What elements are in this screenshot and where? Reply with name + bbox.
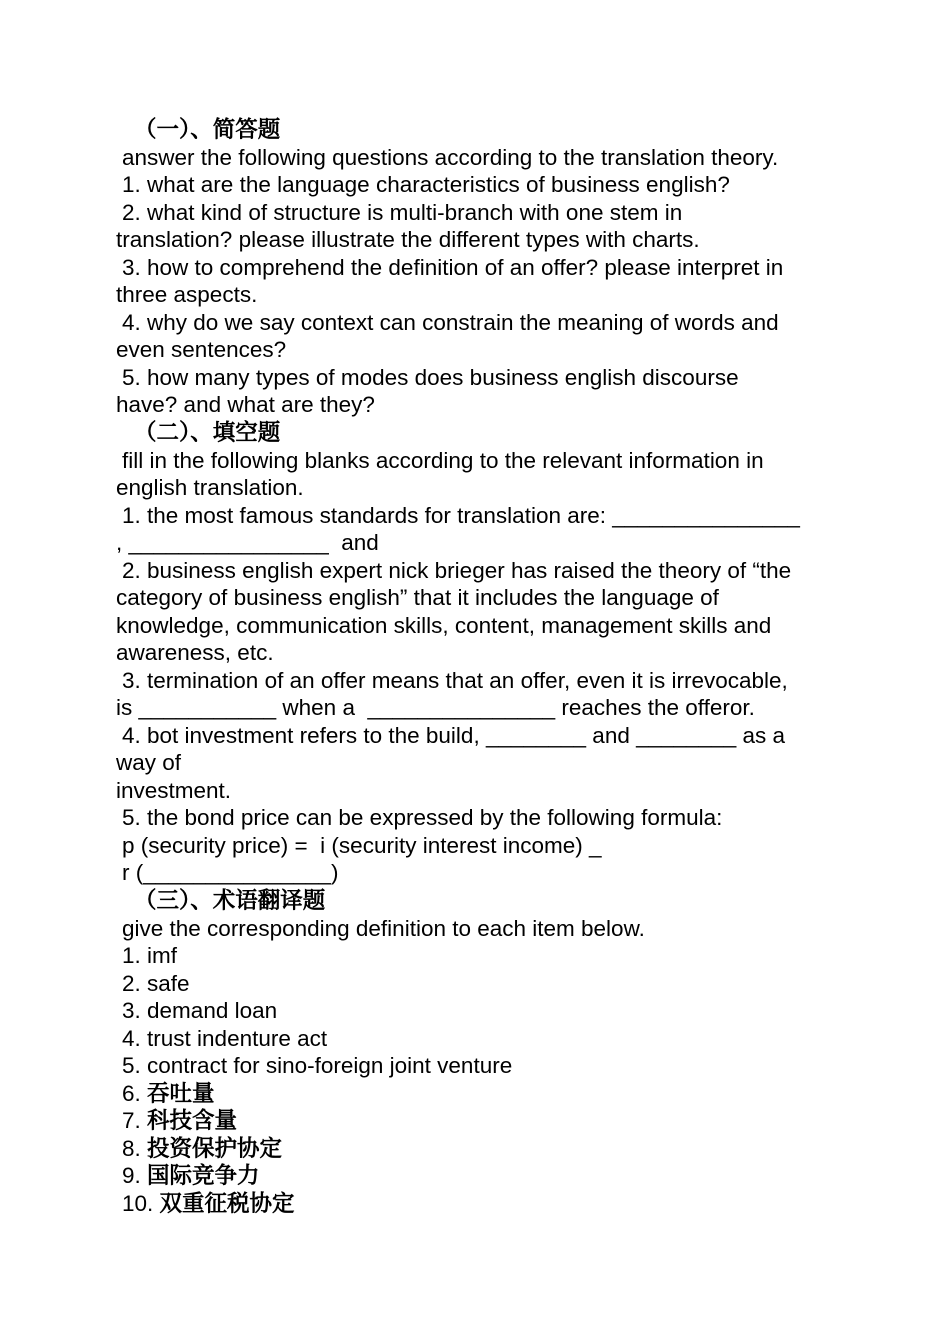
question-3-line-1: 3. how to comprehend the definition of an offer? please interpret in	[122, 255, 784, 280]
question-4-line-2: even sentences?	[116, 337, 287, 362]
term-item-8	[122, 1135, 282, 1162]
blank-item-4-line-2: way of	[116, 750, 182, 775]
term-text: demand loan	[147, 998, 278, 1023]
term-number: 9.	[122, 1163, 148, 1188]
term-number: 5.	[122, 1053, 148, 1078]
section2-instruction-line-1: fill in the following blanks according to the relevant information in	[122, 448, 764, 473]
blank-item-1-line-1: 1. the most famous standards for translation are: _______________	[122, 503, 800, 528]
term-item-2	[122, 970, 190, 997]
term-number: 6.	[122, 1081, 148, 1106]
section2-instruction-line-2: english translation.	[116, 475, 304, 500]
term-text: 科技含量	[147, 1108, 238, 1133]
term-text: 国际竞争力	[147, 1163, 260, 1188]
term-number: 2.	[122, 971, 148, 996]
question-2-line-1: 2. what kind of structure is multi-branch with one stem in	[122, 200, 683, 225]
term-number: 4.	[122, 1026, 148, 1051]
blank-item-5-formula: p (security price) = i (security interest income) _	[122, 833, 602, 858]
blank-item-1-line-2: , ________________ and	[116, 530, 379, 555]
term-number: 10.	[122, 1191, 160, 1216]
term-item-7	[122, 1107, 237, 1134]
blank-item-2-line-3: knowledge, communication skills, content, management skills and	[116, 613, 772, 638]
term-text: contract for sino-foreign joint venture	[147, 1053, 513, 1078]
term-item-3	[122, 997, 277, 1024]
blank-item-5-line-1: 5. the bond price can be expressed by the following formula:	[122, 805, 723, 830]
blank-item-4-line-1: 4. bot investment refers to the build, ________ and ________ as a	[122, 723, 785, 748]
section1-heading: （一）、简答题	[134, 117, 281, 142]
term-text: trust indenture act	[147, 1026, 328, 1051]
term-text: imf	[147, 943, 178, 968]
question-1-line-1: 1. what are the language characteristics of business english?	[122, 172, 730, 197]
term-item-1	[122, 942, 177, 969]
question-3-line-2: three aspects.	[116, 282, 258, 307]
term-text: 双重征税协定	[159, 1191, 295, 1216]
term-text: 吞吐量	[147, 1081, 215, 1106]
blank-item-2-line-2: category of business english” that it includes the language of	[116, 585, 719, 610]
question-5-line-2: have? and what are they?	[116, 392, 375, 417]
question-4-line-1: 4. why do we say context can constrain the meaning of words and	[122, 310, 779, 335]
section3-instruction: give the corresponding definition to each item below.	[122, 916, 645, 941]
blank-item-5-line-3: r (_______________)	[122, 860, 339, 885]
term-item-4	[122, 1025, 327, 1052]
blank-item-4-line-3: investment.	[116, 778, 232, 803]
term-text: safe	[147, 971, 190, 996]
term-item-5	[122, 1052, 512, 1079]
term-number: 7.	[122, 1108, 148, 1133]
term-item-6	[122, 1080, 215, 1107]
question-2-line-2: translation? please illustrate the different types with charts.	[116, 227, 700, 252]
section3-heading: （三）、术语翻译题	[134, 888, 326, 913]
blank-item-2-line-1: 2. business english expert nick brieger has raised the theory of “the	[122, 558, 792, 583]
term-number: 3.	[122, 998, 148, 1023]
term-item-9	[122, 1162, 260, 1189]
blank-item-3-line-2: is ___________ when a _______________ reaches the offeror.	[116, 695, 755, 720]
term-number: 8.	[122, 1136, 148, 1161]
blank-item-2-line-4: awareness, etc.	[116, 640, 274, 665]
blank-item-3-line-1: 3. termination of an offer means that an offer, even it is irrevocable,	[122, 668, 788, 693]
section2-heading: （二）、填空题	[134, 420, 281, 445]
term-text: 投资保护协定	[147, 1136, 283, 1161]
term-number: 1.	[122, 943, 148, 968]
term-item-10	[122, 1190, 295, 1217]
question-5-line-1: 5. how many types of modes does business english discourse	[122, 365, 739, 390]
section1-instruction: answer the following questions according to the translation theory.	[122, 145, 779, 170]
